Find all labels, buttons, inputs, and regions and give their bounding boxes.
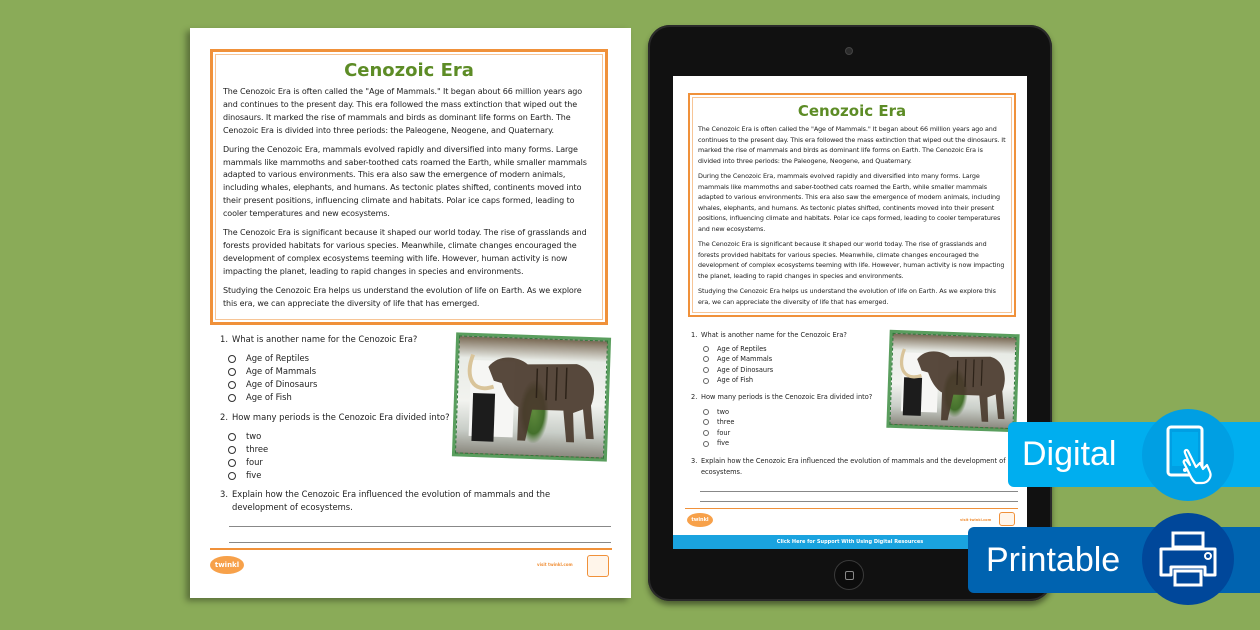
printer-icon — [1142, 513, 1234, 605]
tablet-touch-icon — [1142, 409, 1234, 501]
question-1: 1. What is another name for the Cenozoic Era? Age of Reptiles Age of Mammals Age of Dinosaurs Age of Fish — [691, 330, 891, 386]
radio-button[interactable] — [703, 367, 709, 373]
paragraph-1: The Cenozoic Era is often called the "Age of Mammals." It began about 66 million years ago and continues to the present day. This era followed the mass extinction that wiped out the dinosaurs. It marked the rise of mammals and birds as dominant life forms on Earth. The Cenozoic Era is divided into three periods: the Paleogene, Neogene, and Quaternary. — [698, 125, 1006, 165]
paragraph-3: The Cenozoic Era is significant because it shaped our world today. The rise of grasslands and forests provided habitats for various species. Meanwhile, climate changes encouraged the development of complex ecosystems teeming with life. However, human activity is now impacting the planet, leading to rapid changes in species and environments. — [698, 240, 1005, 280]
option-five[interactable]: five — [703, 438, 891, 449]
option-five[interactable]: five — [228, 469, 480, 482]
option-two[interactable]: two — [228, 430, 480, 443]
radio-button[interactable] — [703, 430, 709, 436]
question-1: 1. What is another name for the Cenozoic Era? Age of Reptiles Age of Mammals Age of Dinosaurs Age of Fish — [220, 333, 440, 404]
question-text: What is another name for the Cenozoic Era? — [232, 334, 418, 344]
option-age-of-reptiles[interactable]: Age of Reptiles — [703, 344, 891, 355]
reading-passage-box — [210, 49, 608, 325]
footer-divider — [685, 508, 1018, 509]
footer-divider — [210, 548, 612, 550]
radio-button[interactable] — [228, 368, 236, 376]
twinkl-quality-stamp — [587, 555, 609, 577]
option-age-of-reptiles[interactable]: Age of Reptiles — [228, 352, 440, 365]
mammoth-skeleton-photo — [452, 332, 611, 461]
radio-button[interactable] — [703, 356, 709, 362]
visit-twinkl-link[interactable]: visit twinkl.com — [537, 562, 573, 567]
option-three[interactable]: three — [703, 417, 891, 428]
twinkl-logo[interactable]: twinkl — [687, 513, 713, 527]
twinkl-logo[interactable]: twinkl — [210, 556, 244, 574]
digital-support-link[interactable]: Click Here for Support With Using Digital Resources — [673, 535, 1027, 549]
question-text: How many periods is the Cenozoic Era divided into? — [232, 412, 450, 422]
visit-twinkl-link[interactable]: visit twinkl.com — [960, 518, 992, 522]
printable-label: Printable — [986, 540, 1121, 579]
question-text: Explain how the Cenozoic Era influenced the evolution of mammals and the development of ecosystems. — [232, 489, 551, 512]
radio-button[interactable] — [703, 409, 709, 415]
question-2: 2. How many periods is the Cenozoic Era divided into? two three four five — [691, 392, 891, 449]
option-age-of-fish[interactable]: Age of Fish — [228, 391, 440, 404]
answer-line-1[interactable] — [229, 526, 611, 527]
radio-button[interactable] — [228, 433, 236, 441]
option-age-of-mammals[interactable]: Age of Mammals — [228, 365, 440, 378]
option-age-of-fish[interactable]: Age of Fish — [703, 375, 891, 386]
radio-button[interactable] — [703, 378, 709, 384]
question-3: 3. Explain how the Cenozoic Era influenced the evolution of mammals and the development of ecosystems. — [691, 456, 1027, 477]
radio-button[interactable] — [228, 459, 236, 467]
paragraph-4: Studying the Cenozoic Era helps us understand the evolution of life on Earth. As we explore this era, we can appreciate the diversity of life that has emerged. — [223, 285, 582, 308]
option-age-of-dinosaurs[interactable]: Age of Dinosaurs — [228, 378, 440, 391]
tablet-device — [648, 25, 1052, 601]
home-button[interactable] — [834, 560, 864, 590]
paragraph-4: Studying the Cenozoic Era helps us understand the evolution of life on Earth. As we explore this era, we can appreciate the diversity of life that has emerged. — [698, 287, 996, 306]
answer-line-2[interactable] — [700, 501, 1018, 502]
digital-label: Digital — [1022, 435, 1117, 473]
paragraph-3: The Cenozoic Era is significant because it shaped our world today. The rise of grasslands and forests provided habitats for various species. Meanwhile, climate changes encouraged the development of complex ecosystems teeming with life. However, human activity is now impacting the planet, leading to rapid changes in species and environments. — [223, 228, 587, 276]
radio-button[interactable] — [703, 346, 709, 352]
radio-button[interactable] — [228, 472, 236, 480]
paragraph-2: During the Cenozoic Era, mammals evolved rapidly and diversified into many forms. Large mammals like mammoths and saber-toothed cats roamed the Earth, while smaller mammals adapted to various environments. This era also saw the emergence of modern animals, including whales, elephants, and humans. As tectonic plates shifted, continents moved into their present positions, influencing climate and habitats. Polar ice caps formed, leading to cooler temperatures and new ecosystems. — [223, 144, 587, 219]
paragraph-1: The Cenozoic Era is often called the "Age of Mammals." It began about 66 million years ago and continues to the present day. This era followed the mass extinction that wiped out the dinosaurs. It marked the rise of mammals and birds as dominant life forms on Earth. The Cenozoic Era is divided into three periods: the Paleogene, Neogene, and Quaternary. — [223, 87, 583, 135]
radio-button[interactable] — [228, 446, 236, 454]
answer-line-2[interactable] — [229, 542, 611, 543]
twinkl-quality-stamp — [999, 512, 1015, 526]
option-three[interactable]: three — [228, 443, 480, 456]
worksheet-title: Cenozoic Era — [344, 60, 474, 81]
question-2: 2. How many periods is the Cenozoic Era divided into? two three four five — [220, 411, 480, 482]
paragraph-2: During the Cenozoic Era, mammals evolved rapidly and diversified into many forms. Large mammals like mammoths and saber-toothed cats roamed the Earth, while smaller mammals adapted to various environments. This era also saw the emergence of modern animals, including whales, elephants, and humans. As tectonic plates shifted, continents moved into their present positions, influencing climate and habitats. Polar ice caps formed, leading to cooler temperatures and new ecosystems. — [698, 172, 1001, 233]
radio-button[interactable] — [703, 419, 709, 425]
answer-line-1[interactable] — [700, 491, 1018, 492]
camera-icon — [845, 47, 853, 55]
option-age-of-dinosaurs[interactable]: Age of Dinosaurs — [703, 365, 891, 376]
worksheet-title: Cenozoic Era — [797, 102, 907, 120]
tablet-screen — [673, 76, 1027, 549]
option-two[interactable]: two — [703, 407, 891, 418]
mammoth-skeleton-photo — [886, 330, 1019, 432]
option-age-of-mammals[interactable]: Age of Mammals — [703, 354, 891, 365]
reading-passage-box — [688, 93, 1016, 317]
question-text: How many periods is the Cenozoic Era divided into? — [701, 393, 873, 401]
radio-button[interactable] — [228, 381, 236, 389]
printable-worksheet — [190, 28, 631, 598]
option-four[interactable]: four — [703, 428, 891, 439]
question-3: 3. Explain how the Cenozoic Era influenced the evolution of mammals and the development of ecosystems. — [220, 488, 610, 514]
radio-button[interactable] — [228, 394, 236, 402]
radio-button[interactable] — [228, 355, 236, 363]
question-text: What is another name for the Cenozoic Era? — [701, 331, 847, 339]
option-four[interactable]: four — [228, 456, 480, 469]
question-text: Explain how the Cenozoic Era influenced the evolution of mammals and the development of ecosystems. — [701, 457, 1006, 476]
radio-button[interactable] — [703, 441, 709, 447]
